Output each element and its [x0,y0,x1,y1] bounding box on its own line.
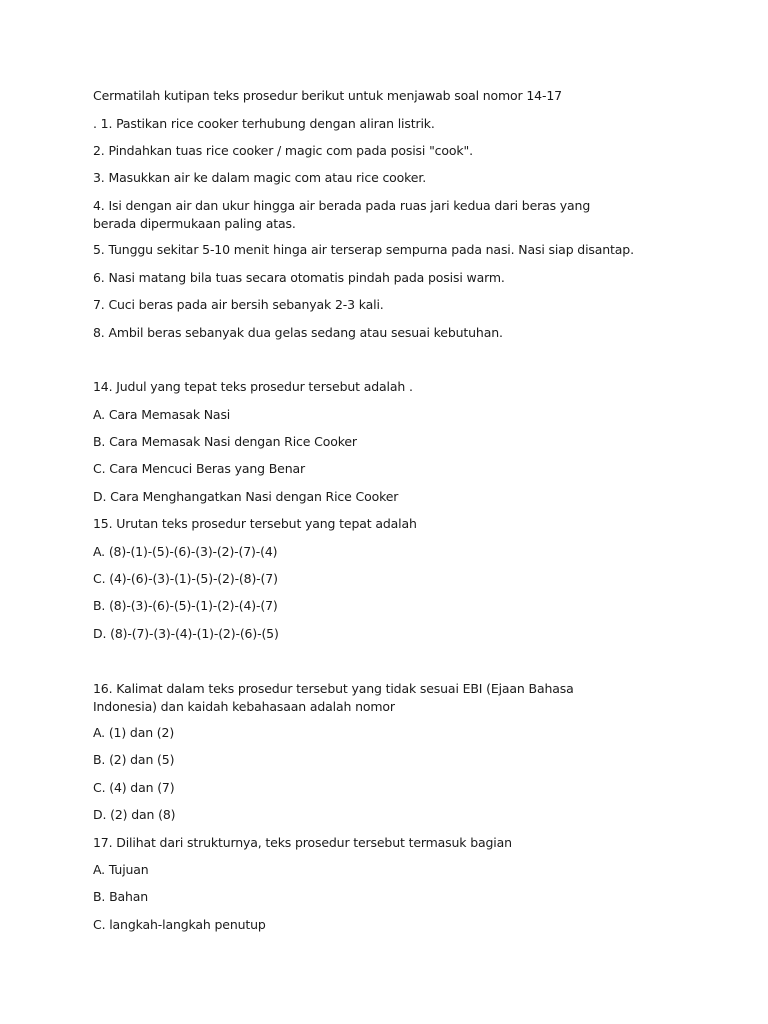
procedure-step-8: 8. Ambil beras sebanyak dua gelas sedang atau sesuai kebutuhan. [93,325,503,340]
question-17: 17. Dilihat dari strukturnya, teks prosedur tersebut termasuk bagian [93,835,512,850]
q15-option-b: B. (8)-(3)-(6)-(5)-(1)-(2)-(4)-(7) [93,598,278,613]
q17-option-c: C. langkah-langkah penutup [93,917,266,932]
q17-option-b: B. Bahan [93,889,149,904]
q16-option-a: A. (1) dan (2) [93,725,175,740]
procedure-step-4: 4. Isi dengan air dan ukur hingga air berada pada ruas jari kedua dari beras yang berada dipermukaan paling atas. [93,198,591,231]
procedure-step-1: . 1. Pastikan rice cooker terhubung dengan aliran listrik. [93,116,435,131]
q15-option-d: D. (8)-(7)-(3)-(4)-(1)-(2)-(6)-(5) [93,626,279,641]
procedure-step-5: 5. Tunggu sekitar 5-10 menit hinga air terserap sempurna pada nasi. Nasi siap disantap. [93,242,634,257]
q16-option-b: B. (2) dan (5) [93,752,175,767]
intro-instruction: Cermatilah kutipan teks prosedur berikut untuk menjawab soal nomor 14-17 [93,88,562,103]
procedure-step-7: 7. Cuci beras pada air bersih sebanyak 2-3 kali. [93,297,384,312]
question-14: 14. Judul yang tepat teks prosedur tersebut adalah . [93,379,413,394]
q14-option-d: D. Cara Menghangatkan Nasi dengan Rice Cooker [93,489,399,504]
question-15: 15. Urutan teks prosedur tersebut yang tepat adalah [93,516,417,531]
q15-option-a: A. (8)-(1)-(5)-(6)-(3)-(2)-(7)-(4) [93,544,278,559]
procedure-step-3: 3. Masukkan air ke dalam magic com atau rice cooker. [93,170,427,185]
q16-option-d: D. (2) dan (8) [93,807,176,822]
procedure-step-2: 2. Pindahkan tuas rice cooker / magic com pada posisi "cook". [93,143,473,158]
q15-option-c: C. (4)-(6)-(3)-(1)-(5)-(2)-(8)-(7) [93,571,278,586]
q17-option-a: A. Tujuan [93,862,149,877]
question-16: 16. Kalimat dalam teks prosedur tersebut yang tidak sesuai EBI (Ejaan Bahasa Indonesia) dan kaidah kebahasaan adalah nomor [93,681,574,714]
q14-option-c: C. Cara Mencuci Beras yang Benar [93,461,305,476]
q16-option-c: C. (4) dan (7) [93,780,175,795]
procedure-step-6: 6. Nasi matang bila tuas secara otomatis pindah pada posisi warm. [93,270,505,285]
q14-option-b: B. Cara Memasak Nasi dengan Rice Cooker [93,434,357,449]
q14-option-a: A. Cara Memasak Nasi [93,407,231,422]
